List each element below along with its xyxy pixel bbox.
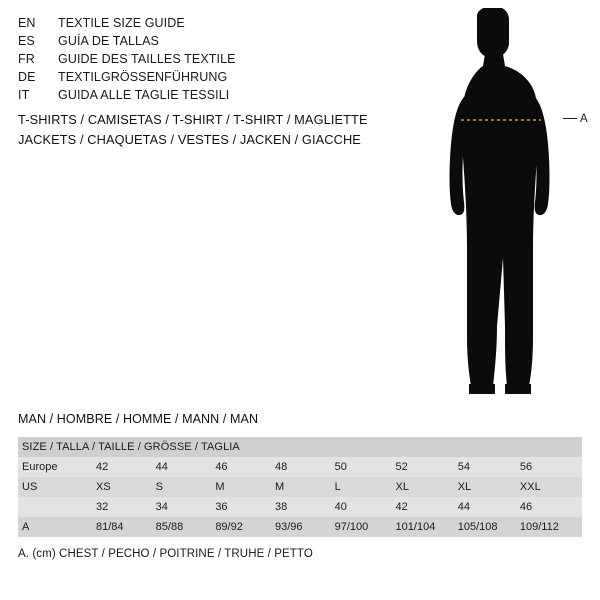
category-tshirts: T-SHIRTS / CAMISETAS / T-SHIRT / T-SHIRT / MAGLIETTE xyxy=(18,112,368,127)
garment-category-block xyxy=(18,110,418,150)
table-header-row xyxy=(18,437,582,457)
table-cell: 36 xyxy=(215,501,228,513)
table-cell: M xyxy=(215,481,225,493)
table-cell: 56 xyxy=(519,461,533,473)
table-cell: 44 xyxy=(155,461,168,473)
language-row xyxy=(18,14,398,32)
table-cell: 97/100 xyxy=(334,521,369,533)
table-cell: 42 xyxy=(96,461,109,473)
table-cell: 46 xyxy=(215,461,228,473)
table-cell: XL xyxy=(457,481,472,493)
language-title: GUIDE DES TAILLES TEXTILE xyxy=(58,52,236,66)
table-cell: M xyxy=(274,481,285,493)
male-silhouette-figure xyxy=(415,8,600,408)
language-title: TEXTILE SIZE GUIDE xyxy=(58,16,185,30)
language-row xyxy=(18,86,398,104)
table-cell: 38 xyxy=(274,501,288,513)
table-cell: 89/92 xyxy=(215,521,243,533)
table-cell: 42 xyxy=(395,501,408,513)
row-label: Europe xyxy=(22,461,58,473)
language-code: EN xyxy=(18,16,36,30)
table-cell: XXL xyxy=(519,481,541,493)
table-cell: 40 xyxy=(334,501,347,513)
row-label xyxy=(18,497,96,517)
row-label: A xyxy=(22,521,30,533)
table-cell: S xyxy=(155,481,163,493)
table-cell: 48 xyxy=(274,461,288,473)
table-cell: 54 xyxy=(457,461,470,473)
language-title: GUÍA DE TALLAS xyxy=(58,34,159,48)
language-header-block xyxy=(18,14,398,104)
row-label: US xyxy=(22,481,38,493)
table-row xyxy=(18,517,582,537)
language-title: GUIDA ALLE TAGLIE TESSILI xyxy=(58,88,230,102)
language-code: ES xyxy=(18,34,35,48)
table-cell: 52 xyxy=(395,461,408,473)
language-row xyxy=(18,50,398,68)
table-cell: XS xyxy=(96,481,111,493)
language-title: TEXTILGRÖSSENFÜHRUNG xyxy=(58,70,228,84)
footnote-chest-measure: A. (cm) CHEST / PECHO / POITRINE / TRUHE / PETTO xyxy=(18,548,313,560)
language-row xyxy=(18,32,398,50)
table-cell: 93/96 xyxy=(274,521,303,533)
table-cell: 109/112 xyxy=(519,521,559,533)
silhouette-icon xyxy=(415,8,600,408)
language-row xyxy=(18,68,398,86)
table-row xyxy=(18,497,582,517)
table-cell: 101/104 xyxy=(395,521,436,533)
measure-label-a xyxy=(563,113,588,125)
table-cell: 85/88 xyxy=(155,521,184,533)
measure-leader-line xyxy=(563,118,577,119)
table-cell: 81/84 xyxy=(96,521,124,533)
size-table xyxy=(18,437,582,537)
table-cell: 105/108 xyxy=(457,521,498,533)
language-code: IT xyxy=(18,88,30,102)
table-title: MAN / HOMBRE / HOMME / MANN / MAN xyxy=(18,412,259,426)
table-cell: 46 xyxy=(519,501,533,513)
table-cell: XL xyxy=(395,481,410,493)
measure-label-text: A xyxy=(580,113,589,125)
language-code: DE xyxy=(18,70,36,84)
language-code: FR xyxy=(18,52,35,66)
table-header-label: SIZE / TALLA / TAILLE / GRÖSSE / TAGLIA xyxy=(22,441,240,453)
table-cell: L xyxy=(334,481,341,493)
table-cell: 44 xyxy=(457,501,470,513)
table-cell: 32 xyxy=(96,501,109,513)
table-cell: 34 xyxy=(155,501,168,513)
table-cell: 50 xyxy=(334,461,347,473)
table-row xyxy=(18,477,582,497)
table-row xyxy=(18,457,582,477)
category-jackets: JACKETS / CHAQUETAS / VESTES / JACKEN / GIACCHE xyxy=(18,132,361,147)
